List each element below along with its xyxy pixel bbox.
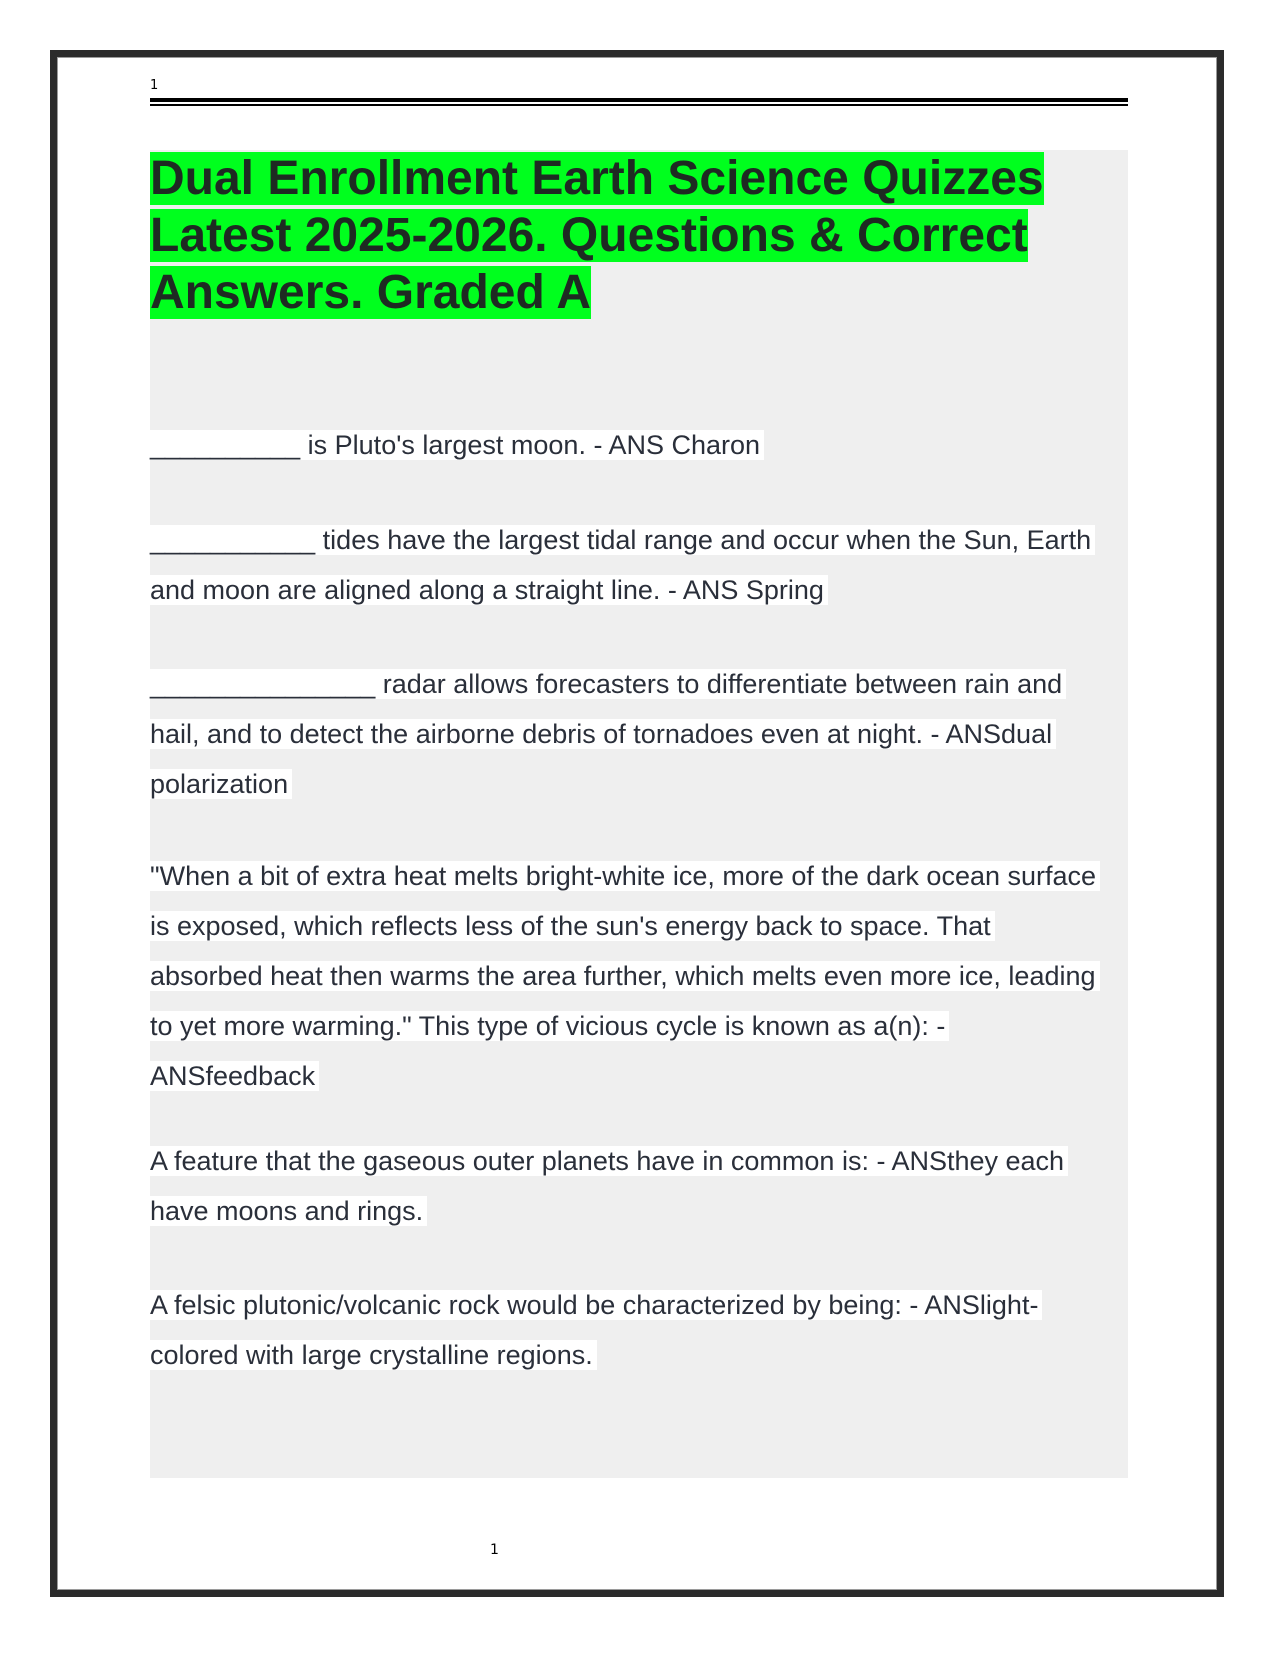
qa-item-1 [150,420,1110,470]
qa-item-text: "When a bit of extra heat melts bright-white ice, more of the dark ocean surface is exposed, which reflects less of the sun's energy back to space. That absorbed heat then warms the area further, which melts even more ice, leading to yet more warming." This type of vicious cycle is known as a(n): - ANSfeedback [150,861,1100,1091]
qa-item-4 [150,851,1110,1101]
qa-item-text: _______________ radar allows forecasters to differentiate between rain and hail, and to detect the airborne debris of tornadoes even at night. - ANSdual polarization [150,669,1066,799]
qa-item-2 [150,515,1110,615]
header-page-number: 1 [150,78,159,93]
qa-item-5 [150,1136,1110,1236]
qa-item-3 [150,659,1110,809]
footer-page-number: 1 [490,1542,499,1558]
qa-item-text: A felsic plutonic/volcanic rock would be characterized by being: - ANSlight-colored with large crystalline regions. [150,1290,1042,1370]
qa-item-text: ___________ tides have the largest tidal range and occur when the Sun, Earth and moon are aligned along a straight line. - ANS Spring [150,525,1095,605]
content-area [150,150,1128,1478]
document-title-text: Dual Enrollment Earth Science Quizzes Latest 2025-2026. Questions & Correct Answers. Graded A [150,152,1044,319]
header-rule-thick [150,98,1128,102]
qa-item-text: __________ is Pluto's largest moon. - ANS Charon [150,430,764,460]
document-title [150,150,1110,321]
qa-item-text: A feature that the gaseous outer planets have in common is: - ANSthey each have moons and rings. [150,1146,1068,1226]
qa-item-6 [150,1280,1110,1380]
header-rule-thin [150,104,1128,106]
